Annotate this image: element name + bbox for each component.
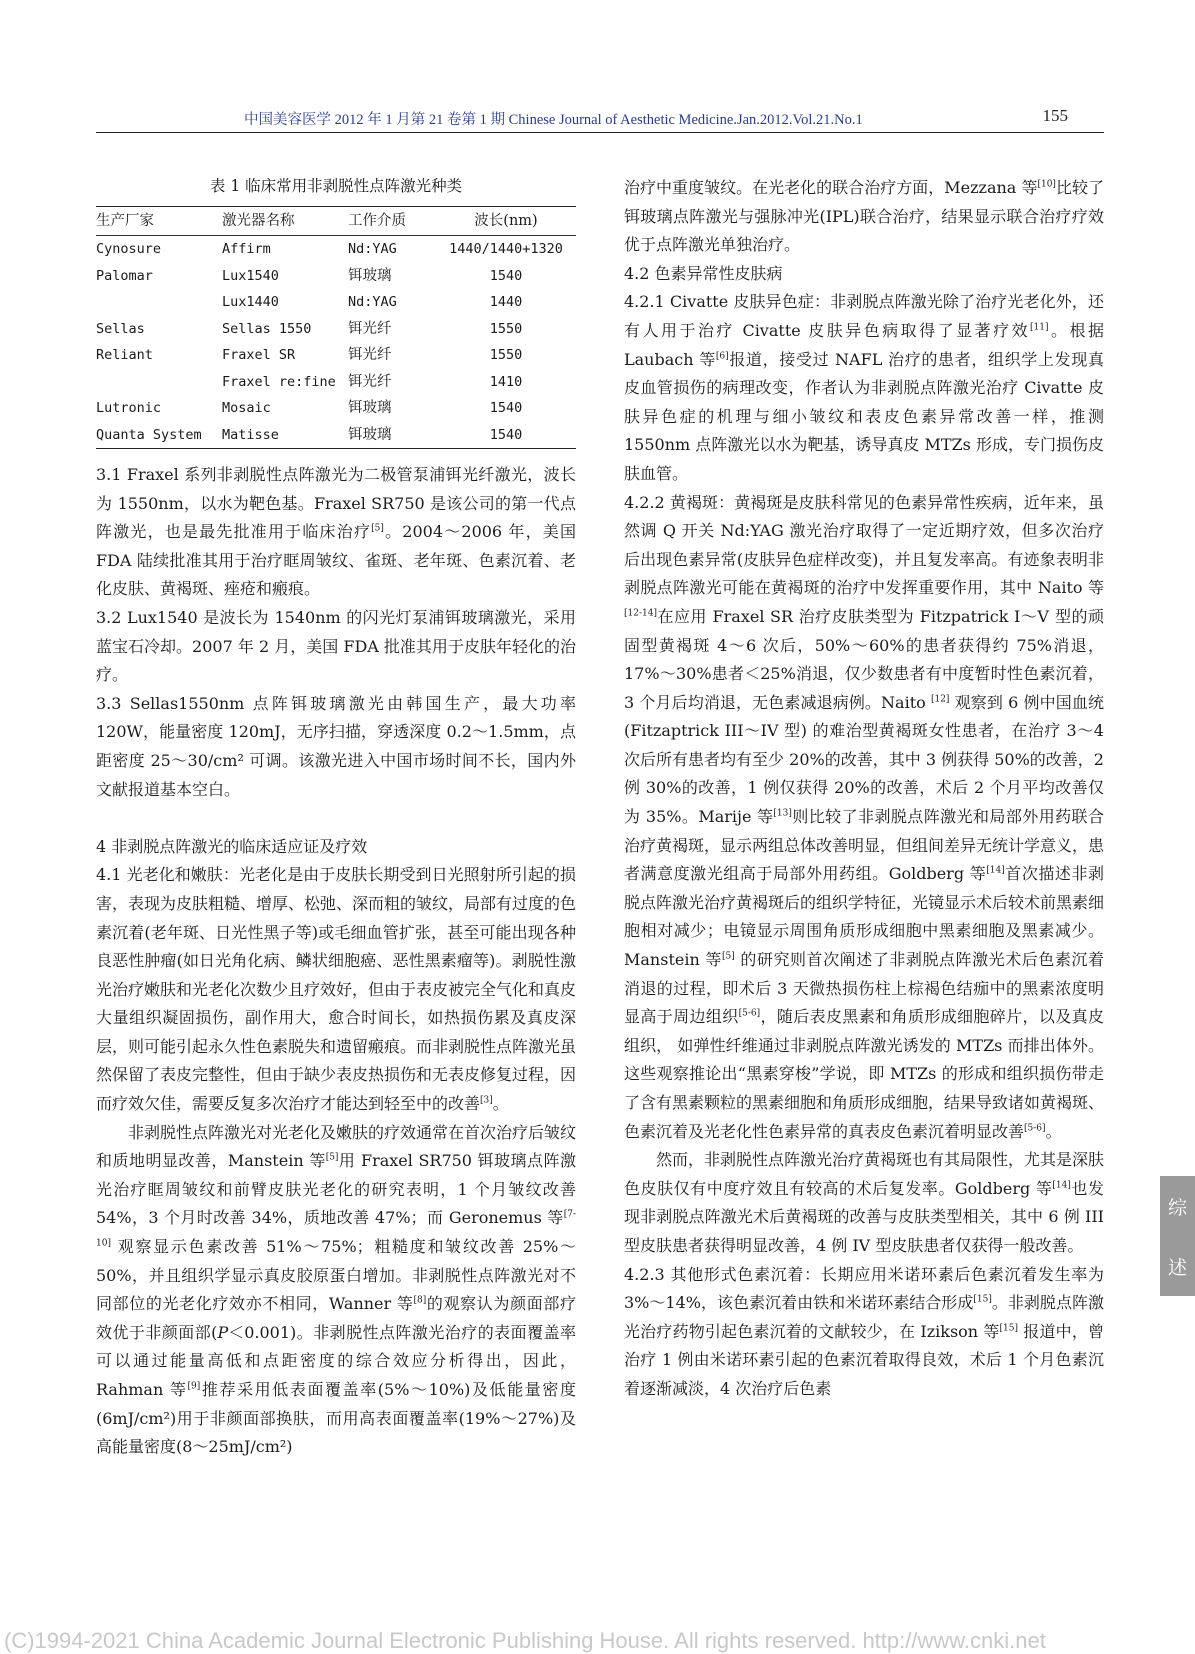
spacer (96, 804, 576, 833)
paragraph-3-3: 3.3 Sellas1550nm 点阵铒玻璃激光由韩国生产，最大功率 120W，能量密度 120mJ，无序扫描，穿透深度 0.2～1.5mm，点距密度 25～30/cm² 可调。该激光进入中国市场时间不长，国内外文献报道基本空白。 (96, 693, 576, 799)
table-cell: 1540 (489, 400, 523, 416)
table-cell: Quanta System (96, 426, 202, 443)
table-header-cell: 生产厂家 (96, 207, 220, 236)
citation: [5-6] (1024, 1123, 1046, 1134)
table-cell: Cynosure (96, 241, 162, 257)
paragraph-4-1 (96, 861, 576, 1118)
text: 。根据 Laubach 等 (624, 320, 1104, 369)
citation: [12] (930, 694, 950, 705)
table-cell: 铒光纤 (348, 373, 392, 390)
table-cell (96, 289, 220, 316)
table-cell: 1550 (489, 347, 523, 363)
citation: [14] (986, 865, 1005, 876)
left-column (96, 170, 576, 1462)
text: 也发现非剥脱点阵激光术后黄褐斑的改善与皮肤类型相关，其中 6 例 III 型皮肤患者获得明显改善，4 例 IV 型皮肤患者仅获得一般改善。 (624, 1178, 1104, 1255)
citation: [11] (1030, 322, 1049, 333)
table-cell: Mosaic (222, 400, 271, 416)
right-column (624, 174, 1104, 1404)
citation: [10] (1037, 179, 1056, 190)
paragraph-4-2-2 (624, 489, 1104, 1147)
table-cell: 1540 (489, 267, 523, 284)
table-cell: 1440 (489, 294, 523, 310)
table-cell: Lux1540 (222, 267, 279, 284)
text: 治疗中重度皱纹。在光老化的联合治疗方面，Mezzana 等 (624, 178, 1038, 197)
citation: [13] (773, 808, 792, 819)
table-row (96, 342, 576, 369)
text: 的观察认为颜面部疗效优于非颜面部( (96, 1294, 576, 1342)
text: ＜0.001)。非剥脱性点阵激光治疗的表面覆盖率可以通过能量高低和点距密度的综合效应分析得出，因此，Rahman 等 (96, 1322, 576, 1399)
table-cell: 铒玻璃 (348, 426, 392, 443)
text: 4.2.3 其他形式色素沉着：长期应用米诺环素后色素沉着发生率为 3%～14%，该色素沉着由铁和米诺环素结合形成 (624, 1264, 1104, 1313)
citation: [12-14] (624, 608, 657, 619)
table-cell: 铒光纤 (348, 320, 392, 337)
copyright-watermark: (C)1994-2021 China Academic Journal Electronic Publishing House. All rights reserved. http://www.cnki.net (4, 1628, 1046, 1653)
paragraph-4-1-cont (96, 1119, 576, 1462)
table-cell: Sellas 1550 (222, 320, 312, 337)
table-cell: 铒玻璃 (348, 400, 392, 416)
table-cell: Lutronic (96, 400, 162, 416)
table-header-row (96, 207, 576, 236)
table-cell: 铒光纤 (348, 347, 392, 363)
text: 。2004～2006 年，美国 FDA 陆续批准其用于治疗眶周皱纹、雀斑、老年斑、色素沉着、老化皮肤、黄褐斑、痤疮和瘢痕。 (96, 522, 576, 599)
p-value-symbol: P (217, 1322, 229, 1342)
section-heading-4-2: 4.2 色素异常性皮肤病 (624, 263, 783, 283)
table-cell: Palomar (96, 267, 153, 284)
text: 。非剥脱点阵激光治疗药物引起色素沉着的文献较少，在 Izikson 等 (624, 1293, 1104, 1341)
text: ，随后表皮黑素和角质形成细胞碎片，以及真皮组织， 如弹性纤维通过非剥脱点阵激光诱发的 MTZs 而排出体外。这些观察推论出“黑素穿梭”学说，即 MTZs 的形成和组织损伤带走了含有黑素颗粒的黑素细胞和角质形成细胞，结果导致诸如黄褐斑、色素沉着及光老化性色素异常的真表皮色素沉着明显改善 (624, 1007, 1105, 1141)
table-row (96, 289, 576, 316)
table-row (96, 369, 576, 396)
table-caption: 表 1 临床常用非剥脱性点阵激光种类 (209, 177, 463, 195)
table-header-cell: 工作介质 (348, 207, 436, 236)
side-tab-char: 述 (1167, 1256, 1187, 1279)
text: 用 Fraxel SR750 铒玻璃点阵激光治疗眶周皱纹和前臂皮肤光老化的研究表明，1 个月皱纹改善 54%，3 个月时改善 34%，质地改善 47%；而 Geronemus 等 (96, 1151, 576, 1228)
table-cell: Matisse (222, 426, 279, 443)
paragraph-4-2-2-cont (624, 1146, 1104, 1260)
running-header (96, 106, 1104, 133)
text: 4.2.1 Civatte 皮肤异色症：非剥脱点阵激光除了治疗光老化外，还有人用于治疗 Civatte 皮肤异色病取得了显著疗效 (624, 292, 1104, 340)
table-cell: 1540 (489, 426, 523, 443)
table-cell: 1410 (489, 373, 523, 390)
table-cell: 1550 (489, 320, 523, 337)
citation: [5] (721, 951, 735, 962)
table-header-cell: 波长(nm) (436, 207, 576, 236)
citation: [5] (371, 523, 384, 534)
side-tab-char: 综 (1167, 1196, 1187, 1219)
text: 非剥脱性点阵激光对光老化及嫩肤的疗效通常在首次治疗后皱纹和质地明显改善，Manstein 等 (96, 1122, 577, 1171)
table-cell: Reliant (96, 347, 153, 363)
text: 。 (492, 1094, 509, 1114)
paragraph-4-2-1 (624, 288, 1104, 488)
text: 的研究则首次阐述了非剥脱点阵激光术后色素沉着消退的过程，即术后 3 天微热损伤柱上棕褐色结痂中的黑素浓度明显高于周边组织 (624, 950, 1104, 1027)
paragraph-4-2-3 (624, 1261, 1104, 1404)
table-cell: Sellas (96, 320, 145, 337)
table-row (96, 316, 576, 343)
citation: [5] (325, 1152, 339, 1163)
text: 观察显示色素改善 51%～75%；粗糙度和皱纹改善 25%～50%，并且组织学显示真皮胶原蛋白增加。非剥脱性点阵激光对不同部位的光老化疗效亦不相同，Wanner 等 (96, 1237, 576, 1314)
table-row (96, 395, 576, 422)
table-cell (96, 369, 220, 396)
table-cell: 1440/1440+1320 (449, 241, 563, 257)
table-row (96, 263, 576, 290)
citation: [9] (187, 1381, 201, 1392)
text: 然而，非剥脱性点阵激光治疗黄褐斑也有其局限性，尤其是深肤色皮肤仅有中度疗效且有较高的术后复发率。Goldberg 等 (624, 1150, 1105, 1198)
citation: [5-6] (738, 1008, 761, 1019)
table-row (96, 422, 576, 449)
journal-title: 中国美容医学 2012 年 1 月第 21 卷第 1 期 Chinese Journal of Aesthetic Medicine.Jan.2012.Vol.21.No.1 (244, 112, 863, 128)
citation: [8] (413, 1295, 427, 1306)
table-row (96, 236, 576, 263)
table-cell: Lux1440 (222, 294, 279, 310)
table-cell: 铒玻璃 (348, 267, 392, 284)
text: 比较了铒玻璃点阵激光与强脉冲光(IPL)联合治疗，结果显示联合治疗疗效优于点阵激光单独治疗。 (624, 178, 1104, 255)
text: 。 (1045, 1121, 1062, 1141)
citation: [7-10] (96, 1210, 576, 1249)
text: 则比较了非剥脱点阵激光和局部外用药联合治疗黄褐斑，显示两组总体改善明显，但组间差异无统计学意义，患者满意度激光组高于局部外用药组。Goldberg 等 (624, 807, 1105, 884)
text: 4.2.2 黄褐斑：黄褐斑是皮肤科常见的色素异常性疾病，近年来，虽然调 Q 开关 Nd:YAG 激光治疗取得了一定近期疗效，但多次治疗后出现色素异常(皮肤异色症样改变)，并且复发率高。有迹象表明非剥脱点阵激光可能在黄褐斑的治疗中发挥重要作用，其中 Naito 等 (624, 492, 1104, 598)
table-cell: Fraxel SR (222, 347, 296, 363)
text: 4.1 光老化和嫩肤：光老化是由于皮肤长期受到日光照射所引起的损害，表现为皮肤粗糙、增厚、松弛、深而粗的皱纹，局部有过度的色素沉着(老年斑、日光性黑子等)或毛细血管扩张，甚至可能出现各种良恶性肿瘤(如日光角化病、鳞状细胞癌、恶性黑素瘤等)。剥脱性激光治疗嫩肤和光老化次数少且疗效好，但由于表皮被完全气化和真皮大量组织凝固损伤，副作用大，愈合时间长，如热损伤累及真皮深层，则可能引起永久性色素脱失和遗留瘢痕。而非剥脱性点阵激光虽然保留了表皮完整性，但由于缺少表皮热损伤和无表皮修复过程，因而疗效欠佳，需要反复多次治疗才能达到轻至中的改善 (96, 865, 577, 1114)
paragraph-continued (624, 174, 1104, 260)
paragraph-3-1 (96, 461, 576, 604)
text: 在应用 Fraxel SR 治疗皮肤类型为 Fitzpatrick Ⅰ～Ⅴ 型的顽固型黄褐斑 4～6 次后，50%～60%的患者获得约 75%消退，17%～30%患者＜25%消退，仅少数患者有中度暂时性色素沉着，3 个月后均消退，无色素减退病例。Naito (624, 606, 1104, 712)
text: 3.1 Fraxel 系列非剥脱性点阵激光为二极管泵浦铒光纤激光，波长为 1550nm，以水为靶色基。Fraxel SR750 是该公司的第一代点阵激光，也是最先批准用于临床治疗 (96, 465, 576, 542)
citation: [3] (480, 1095, 493, 1106)
text: 观察到 6 例中国血统(Fitzaptrick III～IV 型) 的难治型黄褐斑女性患者，在治疗 3～4 次后所有患者均有至少 20%的改善，其中 3 例获得 50%的改善，2 例 30%的改善，1 例仅获得 20%的改善，术后 2 个月平均改善仅为 35%。Marije 等 (624, 692, 1104, 827)
section-heading-4: 4 非剥脱点阵激光的临床适应证及疗效 (96, 836, 368, 856)
table-header-cell: 激光器名称 (220, 207, 348, 236)
page-number: 155 (1042, 106, 1068, 125)
table-cell: Nd:YAG (348, 241, 397, 257)
table-cell: Affirm (222, 241, 271, 257)
citation: [14] (1052, 1180, 1071, 1191)
citation: [15] (999, 1323, 1019, 1334)
paragraph-3-2: 3.2 Lux1540 是波长为 1540nm 的闪光灯泵浦铒玻璃激光，采用蓝宝石冷却。2007 年 2 月，美国 FDA 批准其用于皮肤年轻化的治疗。 (96, 607, 576, 685)
citation: [15] (973, 1294, 992, 1305)
laser-table (96, 206, 576, 449)
text: 报道，接受过 NAFL 治疗的患者，组织学上发现真皮血管损伤的病理改变，作者认为非剥脱点阵激光治疗 Civatte 皮肤异色症的机理与细小皱纹和表皮色素异常改善一样，推测 1550nm 点阵激光以水为靶基，诱导真皮 MTZs 形成，专门损伤皮肤血管。 (624, 349, 1104, 483)
text: 首次描述非剥脱点阵激光治疗黄褐斑后的组织学特征，光镜显示术后较术前黑素细胞相对减少；电镜显示周围角质形成细胞中黑素细胞及黑素减少。Manstein 等 (624, 864, 1105, 970)
review-section-tab (1160, 1176, 1195, 1296)
table-cell: Fraxel re:fine (222, 373, 336, 390)
table-cell: Nd:YAG (348, 294, 397, 310)
citation: [6] (715, 351, 729, 362)
text: 报道中，曾治疗 1 例由米诺环素引起的色素沉着取得良效，术后 1 个月色素沉着逐渐减淡，4 次治疗后色素 (624, 1321, 1104, 1398)
text: 推荐采用低表面覆盖率(5%～10%)及低能量密度(6mJ/cm²)用于非颜面部换肤，而用高表面覆盖率(19%～27%)及高能量密度(8～25mJ/cm²) (96, 1380, 576, 1457)
